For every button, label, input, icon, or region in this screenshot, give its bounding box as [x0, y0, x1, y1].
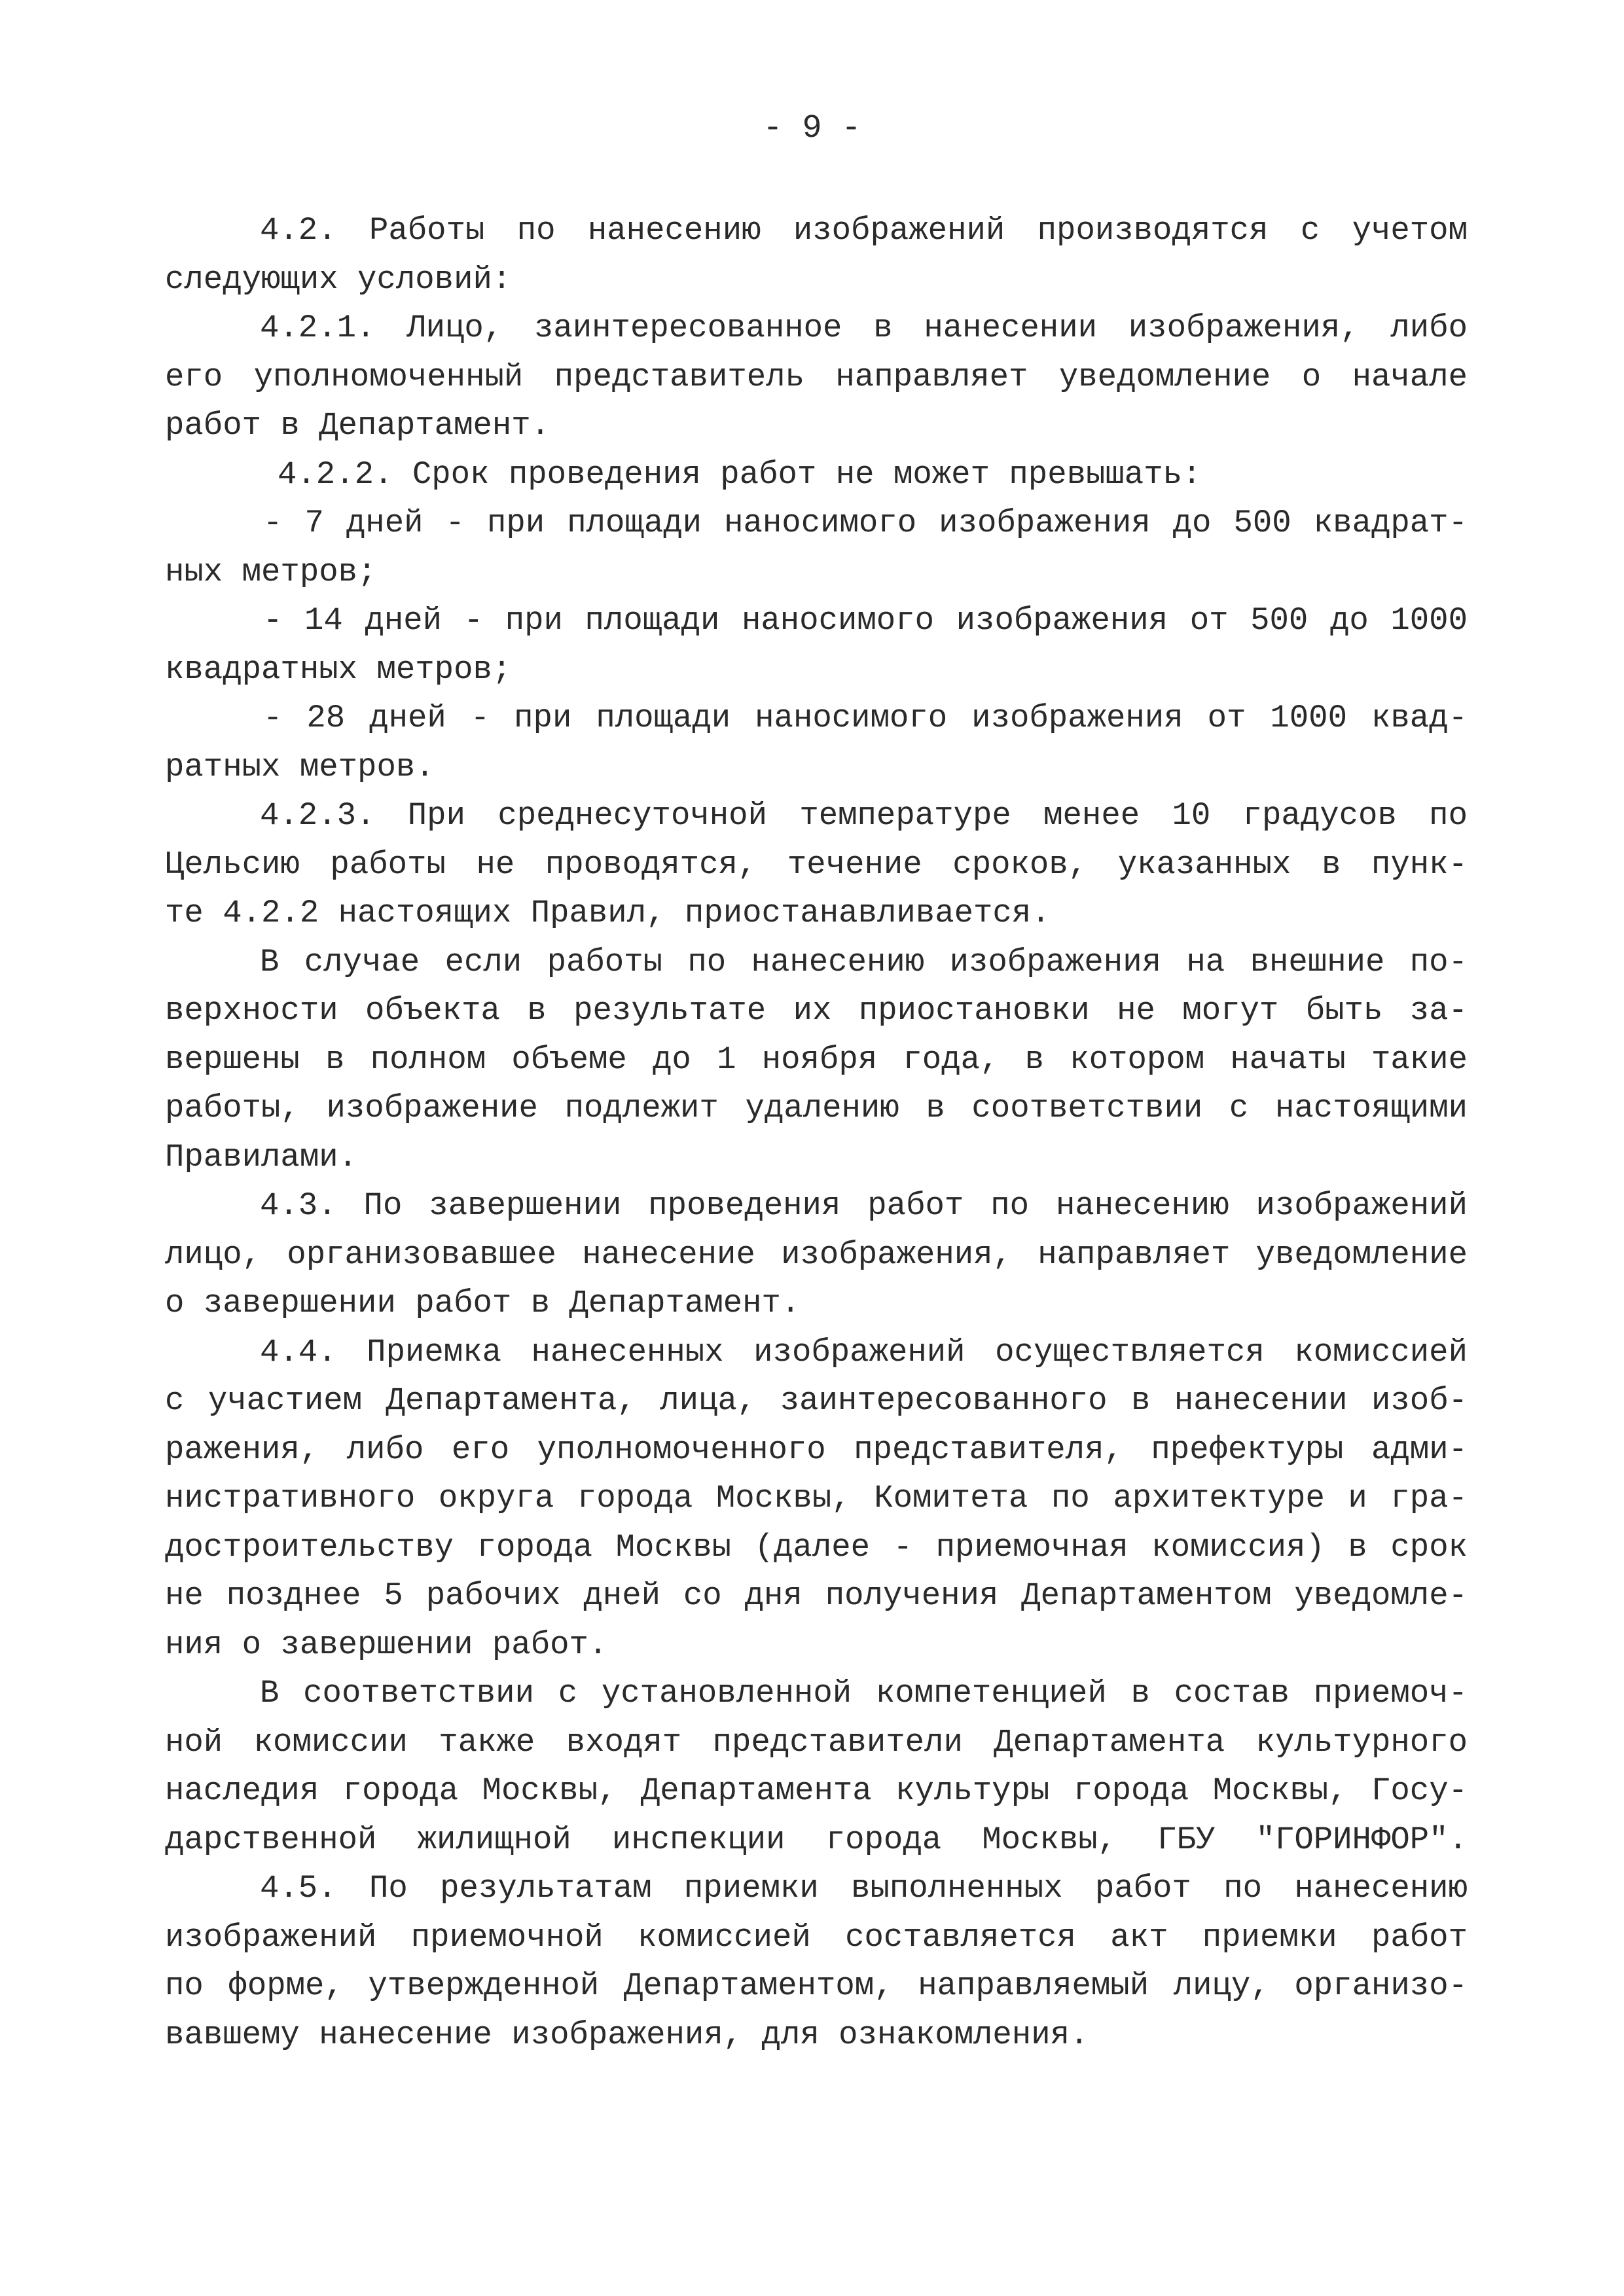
- text-line: верхности объекта в результате их приостановки не могут быть за-: [165, 992, 1468, 1029]
- text-line: о завершении работ в Департамент.: [165, 1285, 801, 1321]
- text-line: 4.2.3. При среднесуточной температуре менее 10 градусов по: [260, 797, 1468, 834]
- text-line: 4.2. Работы по нанесению изображений производятся с учетом: [260, 212, 1468, 249]
- text-line: те 4.2.2 настоящих Правил, приостанавливается.: [165, 895, 1051, 931]
- text-line: 4.3. По завершении проведения работ по нанесению изображений: [260, 1187, 1468, 1224]
- text-line: вершены в полном объеме до 1 ноября года, в котором начаты такие: [165, 1041, 1468, 1078]
- text-line: вавшему нанесение изображения, для ознакомления.: [165, 2016, 1089, 2053]
- text-line: - 14 дней - при площади наносимого изображения от 500 до 1000: [263, 602, 1468, 639]
- document-body: [165, 206, 1468, 2059]
- text-line: 4.2.1. Лицо, заинтересованное в нанесении изображения, либо: [260, 310, 1468, 346]
- text-line: 4.4. Приемка нанесенных изображений осуществляется комиссией: [260, 1333, 1468, 1371]
- text-line: Цельсию работы не проводятся, течение сроков, указанных в пунк-: [165, 846, 1468, 883]
- text-line: - 28 дней - при площади наносимого изображения от 1000 квад-: [263, 700, 1468, 736]
- text-line: 4.2.2. Срок проведения работ не может превышать:: [278, 456, 1202, 493]
- text-line: ратных метров.: [165, 748, 435, 785]
- text-line: ражения, либо его уполномоченного представителя, префектуры адми-: [165, 1431, 1468, 1468]
- text-line: ной комиссии также входят представители Департамента культурного: [165, 1723, 1468, 1761]
- text-line: Правилами.: [165, 1138, 358, 1175]
- text-line: квадратных метров;: [165, 651, 512, 688]
- text-line: дарственной жилищной инспекции города Москвы, ГБУ "ГОРИНФОР".: [165, 1821, 1468, 1858]
- text-line: - 7 дней - при площади наносимого изображения до 500 квадрат-: [263, 505, 1468, 541]
- text-line: нистративного округа города Москвы, Комитета по архитектуре и гра-: [165, 1480, 1468, 1516]
- text-line: В соответствии с установленной компетенцией в состав приемоч-: [260, 1675, 1468, 1712]
- page-number: - 9 -: [763, 110, 861, 147]
- text-line: по форме, утвержденной Департаментом, направляемый лицу, организо-: [165, 1967, 1468, 2004]
- text-line: следующих условий:: [165, 260, 512, 298]
- text-line: лицо, организовавшее нанесение изображения, направляет уведомление: [165, 1236, 1468, 1273]
- text-line: 4.5. По результатам приемки выполненных работ по нанесению: [260, 1870, 1468, 1907]
- text-line: изображений приемочной комиссией составляется акт приемки работ: [165, 1918, 1468, 1956]
- text-line: наследия города Москвы, Департамента культуры города Москвы, Госу-: [165, 1772, 1468, 1809]
- text-line: его уполномоченный представитель направляет уведомление о начале: [165, 358, 1468, 395]
- text-line: достроительству города Москвы (далее - приемочная комиссия) в срок: [165, 1528, 1468, 1566]
- text-line: ния о завершении работ.: [165, 1626, 608, 1663]
- text-line: работ в Департамент.: [165, 407, 550, 444]
- text-line: В случае если работы по нанесению изображения на внешние по-: [260, 943, 1468, 980]
- text-line: не позднее 5 рабочих дней со дня получения Департаментом уведомле-: [165, 1577, 1468, 1614]
- text-line: с участием Департамента, лица, заинтересованного в нанесении изоб-: [165, 1382, 1468, 1419]
- text-line: ных метров;: [165, 553, 377, 590]
- text-line: работы, изображение подлежит удалению в соответствии с настоящими: [165, 1090, 1468, 1126]
